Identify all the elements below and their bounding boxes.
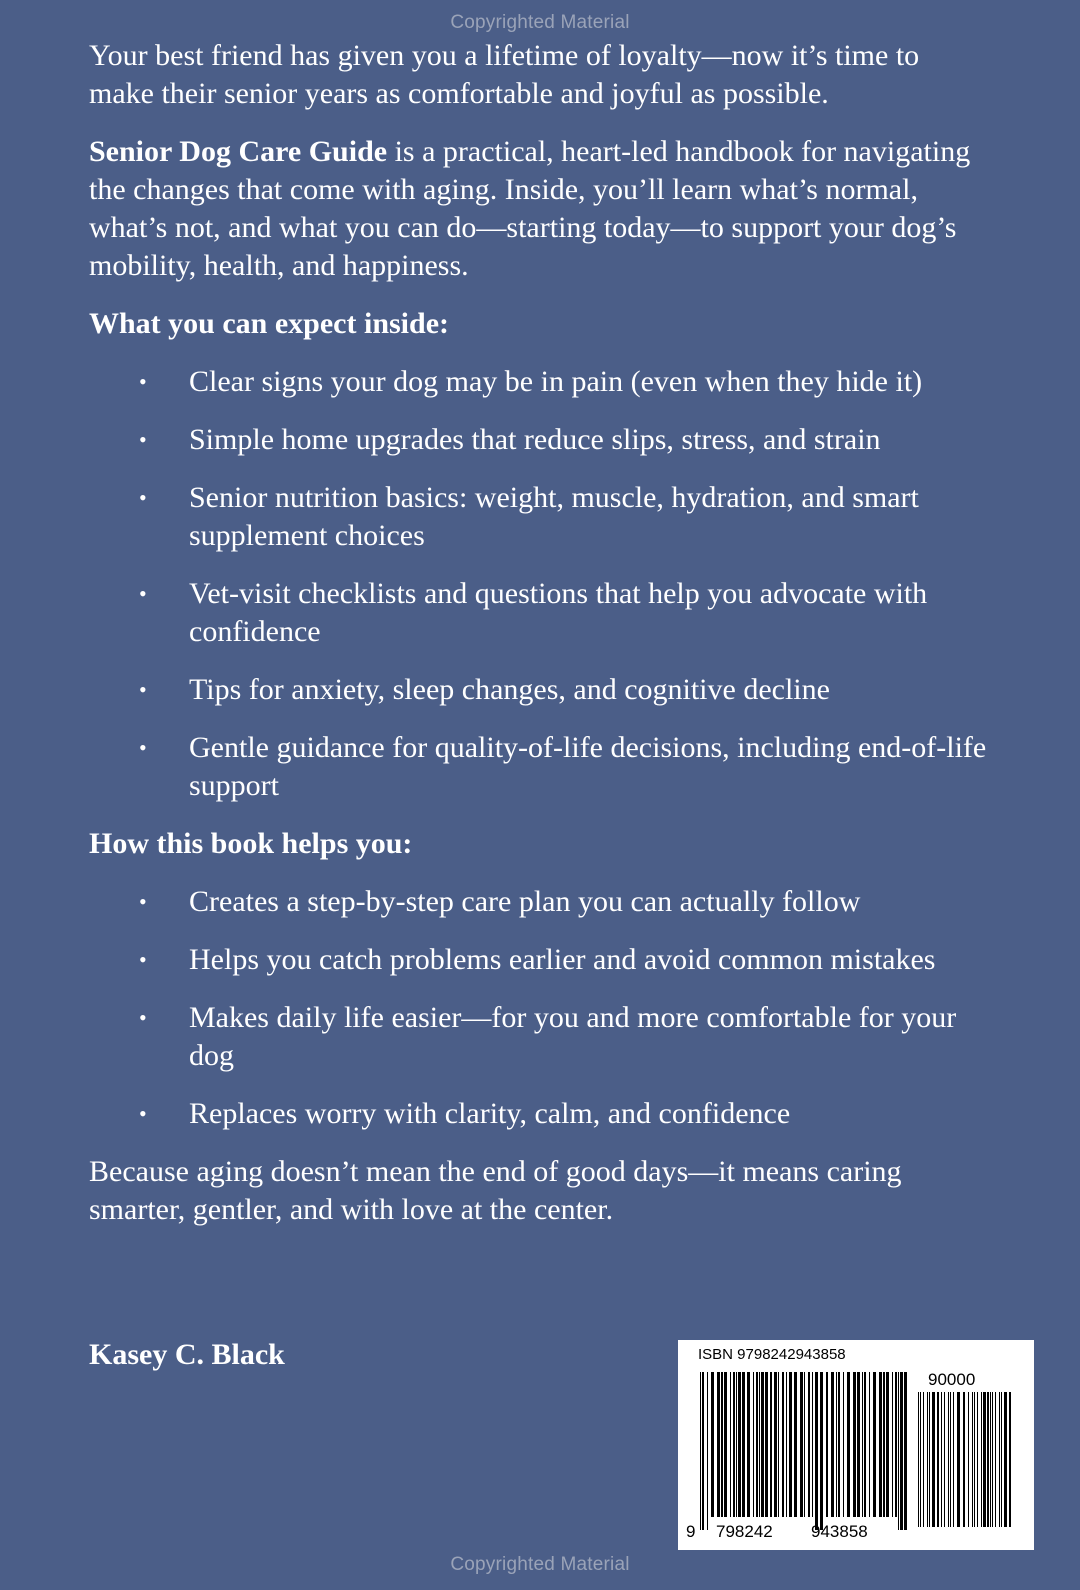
barcode-bar <box>974 1392 975 1527</box>
barcode-bar <box>857 1372 860 1517</box>
list-item: • Helps you catch problems earlier and avoid common mistakes <box>89 941 989 979</box>
barcode-bar <box>918 1392 919 1527</box>
barcode-bar <box>953 1392 954 1527</box>
barcode-bar <box>831 1372 834 1517</box>
barcode-bar <box>904 1372 907 1530</box>
barcode-bar <box>700 1372 701 1530</box>
bullet-icon: • <box>139 1101 147 1126</box>
barcode-bar <box>847 1372 850 1517</box>
helps-heading: How this book helps you: <box>89 827 413 860</box>
barcode-bar <box>981 1392 982 1527</box>
barcode-bar <box>995 1392 996 1527</box>
barcode-bar <box>711 1372 714 1517</box>
barcode-bar <box>923 1392 924 1527</box>
list-item: • Creates a step-by-step care plan you can actually follow <box>89 883 989 921</box>
barcode-bar <box>774 1372 777 1517</box>
barcode-bar <box>770 1372 772 1517</box>
barcode-bar <box>733 1372 735 1517</box>
watermark-bottom: Copyrighted Material <box>450 1554 630 1575</box>
bullet-icon: • <box>139 1005 147 1030</box>
description-paragraph <box>89 133 989 285</box>
intro-paragraph: Your best friend has given you a lifetime of loyalty—now it’s time to make their senior years as comfortable and joyful as possible. <box>89 39 920 110</box>
barcode-bar <box>815 1372 818 1530</box>
bullet-icon: • <box>139 485 147 510</box>
barcode-bar <box>883 1372 885 1517</box>
bullet-icon: • <box>139 889 147 914</box>
barcode-bar <box>812 1372 813 1517</box>
barcode-bar <box>717 1372 720 1517</box>
barcode-bar <box>826 1372 828 1517</box>
barcode-bar <box>838 1372 840 1517</box>
barcode-bar <box>941 1392 942 1527</box>
barcode-bar <box>929 1392 930 1527</box>
barcode-bar <box>759 1372 760 1517</box>
barcode-digits-right: 943858 <box>811 1522 868 1541</box>
barcode-bar <box>820 1372 823 1530</box>
barcode-bar <box>761 1372 764 1517</box>
list-item: • Simple home upgrades that reduce slips, stress, and strain <box>89 421 989 459</box>
list-item: • Clear signs your dog may be in pain (even when they hide it) <box>89 363 989 401</box>
barcode-bar <box>786 1372 787 1517</box>
list-item: • Replaces worry with clarity, calm, and confidence <box>89 1095 989 1133</box>
barcode-bar <box>873 1372 876 1517</box>
bullet-icon: • <box>139 735 147 760</box>
expect-heading: What you can expect inside: <box>89 307 449 340</box>
barcode-bar <box>782 1372 784 1517</box>
isbn-barcode <box>678 1340 1034 1550</box>
barcode-bar <box>836 1372 837 1517</box>
barcode-bar <box>944 1392 945 1527</box>
barcode-bar <box>702 1372 704 1530</box>
barcode-bar <box>794 1372 797 1517</box>
barcode-bar <box>1009 1392 1011 1527</box>
barcode-main-bars <box>700 1372 910 1532</box>
barcode-bar <box>843 1372 844 1517</box>
barcode-bar <box>932 1392 935 1527</box>
bullet-icon: • <box>139 427 147 452</box>
barcode-bar <box>886 1372 889 1517</box>
barcode-bar <box>756 1372 758 1517</box>
barcode-bar <box>778 1372 779 1517</box>
barcode-bar <box>862 1372 863 1517</box>
addon-price: 90000 <box>928 1370 976 1389</box>
barcode-digit-first: 9 <box>686 1522 696 1541</box>
barcode-bar <box>1001 1392 1002 1527</box>
barcode-bar <box>900 1372 903 1530</box>
barcode-bar <box>747 1372 750 1517</box>
barcode-bar <box>937 1392 939 1527</box>
list-item: • Senior nutrition basics: weight, muscle, hydration, and smart supplement choices <box>139 481 919 552</box>
closing-paragraph: Because aging doesn’t mean the end of good days—it means caring smarter, gentler, and with love at the center. <box>89 1155 902 1226</box>
barcode-bar <box>920 1392 921 1527</box>
description-text: is a practical, heart-led handbook for navigating the changes that come with aging. Inside, you’ll learn what’s normal, what’s not, and what you can do—starting today—to support your dog’s mobility, health, and happiness. <box>89 135 971 282</box>
bullet-icon: • <box>139 581 147 606</box>
author-name: Kasey C. Black <box>89 1338 285 1371</box>
isbn-label: ISBN 9798242943858 <box>698 1346 846 1363</box>
watermark-top: Copyrighted Material <box>450 12 630 33</box>
barcode-bar <box>742 1372 745 1517</box>
barcode-bar <box>990 1392 991 1527</box>
barcode-bar <box>724 1372 727 1517</box>
barcode-bar <box>804 1372 805 1517</box>
barcode-bar <box>957 1392 960 1527</box>
list-item: • Makes daily life easier—for you and more comfortable for your dog <box>139 1001 957 1072</box>
list-item: • Gentle guidance for quality-of-life decisions, including end-of-life support <box>139 731 987 802</box>
barcode-bar <box>765 1372 768 1517</box>
barcode-bar <box>948 1392 949 1527</box>
barcode-bar <box>736 1372 737 1517</box>
barcode-bar <box>977 1392 978 1527</box>
bullet-icon: • <box>139 369 147 394</box>
barcode-bar <box>895 1372 897 1517</box>
barcode-bar <box>898 1372 899 1530</box>
barcode-digits-left: 798242 <box>716 1522 773 1541</box>
book-title: Senior Dog Care Guide <box>89 135 388 168</box>
barcode-bar <box>1004 1392 1007 1527</box>
barcode-bar <box>753 1372 754 1517</box>
barcode-bar <box>789 1372 792 1517</box>
barcode-bar <box>730 1372 731 1517</box>
barcode-bar <box>972 1392 973 1527</box>
barcode-bar <box>892 1372 893 1517</box>
barcode-bar <box>879 1372 882 1517</box>
barcode-bar <box>987 1392 989 1527</box>
barcode-bar <box>853 1372 856 1517</box>
barcode-bar <box>963 1392 965 1527</box>
barcode-bar <box>864 1372 866 1517</box>
barcode-bar <box>808 1372 810 1517</box>
expect-list <box>89 363 989 805</box>
barcode-bar <box>992 1392 993 1527</box>
barcode-bar <box>707 1372 708 1530</box>
barcode-bar <box>738 1372 741 1517</box>
barcode-bar <box>869 1372 870 1517</box>
list-item: • Vet-visit checklists and questions that help you advocate with confidence <box>139 577 928 648</box>
cover-text <box>89 37 989 1249</box>
helps-list <box>89 883 989 1133</box>
list-item: • Tips for anxiety, sleep changes, and cognitive decline <box>89 671 989 709</box>
barcode-bar <box>927 1392 928 1527</box>
bullet-icon: • <box>139 677 147 702</box>
barcode-bar <box>999 1392 1000 1527</box>
barcode-bar <box>983 1392 986 1527</box>
barcode-bar <box>721 1372 723 1517</box>
bullet-icon: • <box>139 947 147 972</box>
barcode-bar <box>968 1392 969 1527</box>
barcode-bar <box>950 1392 951 1527</box>
barcode-bar <box>800 1372 803 1517</box>
barcode-addon-bars <box>918 1392 1018 1532</box>
